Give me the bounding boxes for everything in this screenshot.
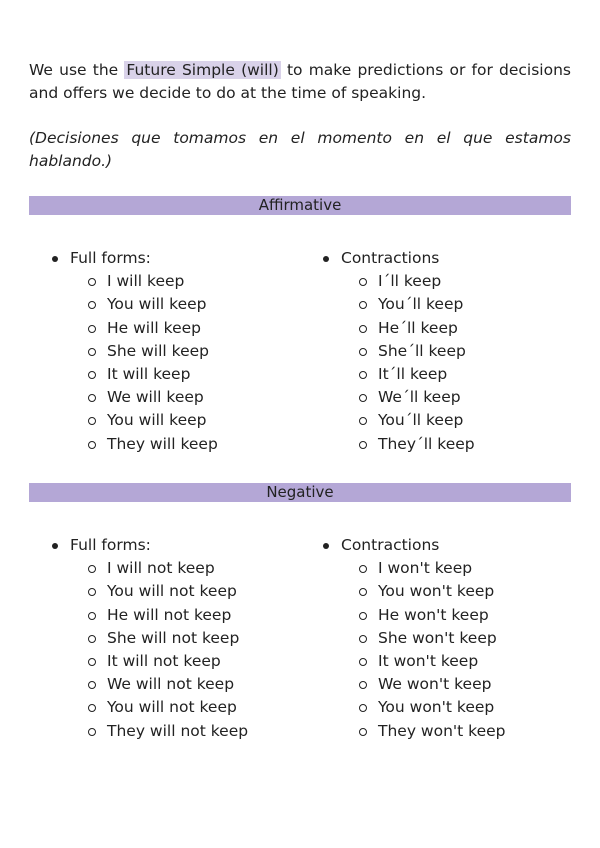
list-item: You won't keep bbox=[323, 696, 583, 719]
negative-full-forms bbox=[52, 534, 312, 743]
list-item: You won't keep bbox=[323, 580, 583, 603]
list-item: You will keep bbox=[52, 293, 312, 316]
list-item: We´ll keep bbox=[323, 386, 583, 409]
list-item: He will keep bbox=[52, 317, 312, 340]
list-item: We won't keep bbox=[323, 673, 583, 696]
affirmative-full-heading: Full forms: bbox=[52, 247, 312, 270]
list-item: You will not keep bbox=[52, 580, 312, 603]
intro-paragraph bbox=[29, 59, 571, 105]
list-item: They won't keep bbox=[323, 720, 583, 743]
list-item: We will keep bbox=[52, 386, 312, 409]
negative-header: Negative bbox=[29, 483, 571, 502]
list-item: It´ll keep bbox=[323, 363, 583, 386]
intro-text-after: to make predictions or for decisions and offers we decide to do at the time of speaking. bbox=[29, 61, 571, 102]
list-item: We will not keep bbox=[52, 673, 312, 696]
affirmative-full-forms bbox=[52, 247, 312, 456]
list-item: He´ll keep bbox=[323, 317, 583, 340]
list-item: She will keep bbox=[52, 340, 312, 363]
list-item: I´ll keep bbox=[323, 270, 583, 293]
list-item: It will keep bbox=[52, 363, 312, 386]
list-item: I will not keep bbox=[52, 557, 312, 580]
list-item: It will not keep bbox=[52, 650, 312, 673]
list-item: He won't keep bbox=[323, 604, 583, 627]
affirmative-header: Affirmative bbox=[29, 196, 571, 215]
future-simple-highlight: Future Simple (will) bbox=[126, 61, 279, 79]
list-item: I will keep bbox=[52, 270, 312, 293]
list-item: You will not keep bbox=[52, 696, 312, 719]
list-item: She won't keep bbox=[323, 627, 583, 650]
negative-contractions-heading: Contractions bbox=[323, 534, 583, 557]
negative-contractions bbox=[323, 534, 583, 743]
list-item: You´ll keep bbox=[323, 409, 583, 432]
list-item: She´ll keep bbox=[323, 340, 583, 363]
negative-full-heading: Full forms: bbox=[52, 534, 312, 557]
intro-text-before: We use the bbox=[29, 61, 125, 79]
affirmative-contractions-heading: Contractions bbox=[323, 247, 583, 270]
list-item: You´ll keep bbox=[323, 293, 583, 316]
list-item: She will not keep bbox=[52, 627, 312, 650]
list-item: They will keep bbox=[52, 433, 312, 456]
list-item: He will not keep bbox=[52, 604, 312, 627]
list-item: I won't keep bbox=[323, 557, 583, 580]
affirmative-contractions bbox=[323, 247, 583, 456]
list-item: They´ll keep bbox=[323, 433, 583, 456]
list-item: It won't keep bbox=[323, 650, 583, 673]
list-item: They will not keep bbox=[52, 720, 312, 743]
spanish-note: (Decisiones que tomamos en el momento en el que estamos hablando.) bbox=[29, 129, 571, 170]
list-item: You will keep bbox=[52, 409, 312, 432]
